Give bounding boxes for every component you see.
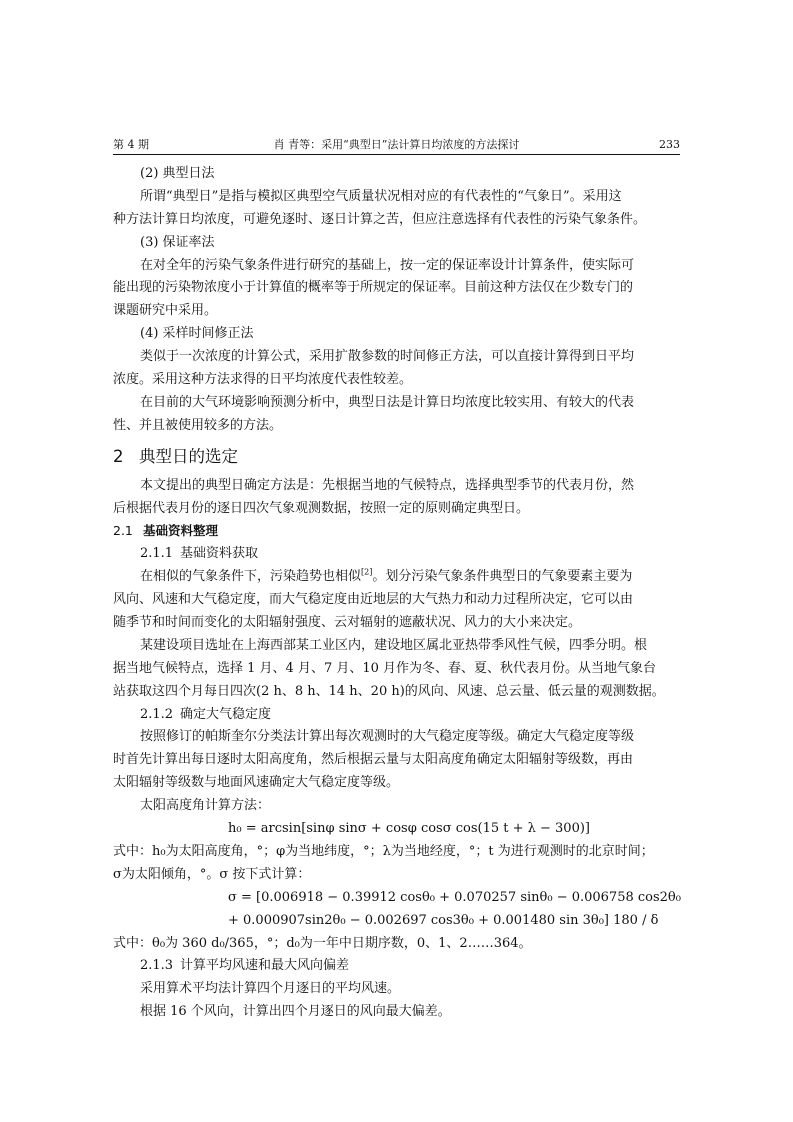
section-title: 典型日的选定 [139, 446, 238, 466]
paragraph-line: 根据 16 个风向，计算出四个月逐日的风向最大偏差。 [140, 1004, 451, 1020]
text-run: 。划分污染气象条件典型日的气象要素主要为 [372, 569, 633, 585]
method-heading-sampling-time: (4) 采样时间修正法 [140, 326, 254, 342]
equation-solar-altitude: h₀ = arcsin[sinφ sinσ + cosφ cosσ cos(15 t + λ − 300)] [228, 821, 590, 837]
paragraph-line: 后根据代表月份的逐日四次气象观测数据，按照一定的原则确定典型日。 [113, 500, 530, 516]
section-number: 2 [113, 446, 124, 466]
paragraph-line: 太阳高度角计算方法： [140, 798, 271, 814]
paragraph-line: 某建设项目选址在上海西部某工业区内，建设地区属北亚热带季风性气候，四季分明。根 [140, 637, 648, 653]
paragraph-line: 所谓“典型日”是指与模拟区典型空气质量状况相对应的有代表性的“气象日”。采用这 [140, 188, 622, 204]
subsubsection-number: 2.1.3 [140, 958, 174, 974]
issue-label: 第 4 期 [113, 138, 149, 151]
citation-ref: [2] [361, 567, 373, 577]
paragraph-line: 采用算术平均法计算四个月逐日的平均风速。 [140, 981, 401, 997]
paragraph-line: 随季节和时间而变化的太阳辐射强度、云对辐射的遮蔽状况、风力的大小来决定。 [113, 615, 582, 631]
paragraph-line: 据当地气候特点，选择 1 月、4 月、7 月、10 月作为冬、春、夏、秋代表月份。从当地气象台 [113, 660, 657, 676]
running-title: 肖 青等：采用“典型日”法计算日均浓度的方法探讨 [273, 138, 520, 151]
paragraph-line: 课题研究中采用。 [113, 303, 218, 319]
subsubsection-number: 2.1.1 [140, 546, 174, 562]
paragraph-line: 按照修订的帕斯奎尔分类法计算出每次观测时的大气稳定度等级。确定大气稳定度等级 [140, 729, 635, 745]
subsection-title: 基础资料整理 [143, 523, 219, 539]
paragraph-line: 式中：h₀为太阳高度角，°；φ为当地纬度，°；λ为当地经度，°；t 为进行观测时的北京时间； [113, 843, 654, 859]
paragraph-line: 种方法计算日均浓度，可避免逐时、逐日计算之苦，但应注意选择有代表性的污染气象条件。 [113, 211, 647, 227]
running-header [113, 136, 680, 154]
subsection-number: 2.1 [113, 523, 133, 539]
method-heading-guarantee-rate: (3) 保证率法 [140, 234, 215, 250]
subsubsection-title: 确定大气稳定度 [180, 706, 272, 722]
paragraph-line: 性、并且被使用较多的方法。 [113, 417, 283, 433]
paragraph-line: 浓度。采用这种方法求得的日平均浓度代表性较差。 [113, 372, 413, 388]
subsubsection-title: 基础资料获取 [180, 546, 259, 562]
paragraph-line: 能出现的污染物浓度小于计算值的概率等于所规定的保证率。目前这种方法仅在少数专门的 [113, 280, 634, 296]
section-heading-2 [113, 441, 680, 473]
subsubsection-title: 计算平均风速和最大风向偏差 [180, 958, 350, 974]
method-heading-typical-day: (2) 典型日法 [140, 166, 215, 181]
paragraph-line: 类似于一次浓度的计算公式，采用扩散参数的时间修正方法，可以直接计算得到日平均 [140, 349, 635, 365]
subsection-heading-2-1 [113, 520, 680, 543]
header-rule [113, 154, 680, 155]
article-body [113, 163, 680, 1024]
paragraph-line: 在目前的大气环境影响预测分析中，典型日法是计算日均浓度比较实用、有较大的代表 [140, 394, 635, 410]
equation-declination-line1: σ = [0.006918 − 0.39912 cosθ₀ + 0.070257 sinθ₀ − 0.006758 cos2θ₀ [228, 889, 681, 905]
paragraph-line: 风向、风速和大气稳定度，而大气稳定度由近地层的大气热力和动力过程所决定，它可以由 [113, 592, 634, 608]
subsubsection-number: 2.1.2 [140, 706, 174, 722]
subsubsection-heading-2-1-2 [113, 704, 680, 727]
equation-declination-line2: + 0.000907sin2θ₀ − 0.002697 cos3θ₀ + 0.001480 sin 3θ₀] 180 / δ [228, 912, 659, 928]
subsubsection-heading-2-1-3 [113, 955, 680, 978]
page-number: 233 [659, 138, 680, 151]
subsubsection-heading-2-1-1 [113, 543, 680, 566]
paragraph-line: σ为太阳倾角，°。σ 按下式计算： [113, 866, 311, 882]
paragraph-line: 太阳辐射等级数与地面风速确定大气稳定度等级。 [113, 775, 400, 791]
text-run: 在相似的气象条件下，污染趋势也相似 [140, 569, 362, 585]
paragraph-line [113, 566, 680, 589]
paragraph-line: 本文提出的典型日确定方法是：先根据当地的气候特点，选择典型季节的代表月份，然 [140, 477, 635, 493]
paragraph-line: 式中：θ₀为 360 d₀/365，°；d₀为一年中日期序数，0、1、2……364。 [113, 935, 532, 951]
paragraph-line: 在对全年的污染气象条件进行研究的基础上，按一定的保证率设计计算条件，使实际可 [140, 257, 635, 273]
paragraph-line: 时首先计算出每日逐时太阳高度角，然后根据云量与太阳高度角确定太阳辐射等级数，再由 [113, 752, 634, 768]
paragraph-line: 站获取这四个月每日四次(2 h、8 h、14 h、20 h)的风向、风速、总云量、低云量的观测数据。 [113, 683, 665, 699]
